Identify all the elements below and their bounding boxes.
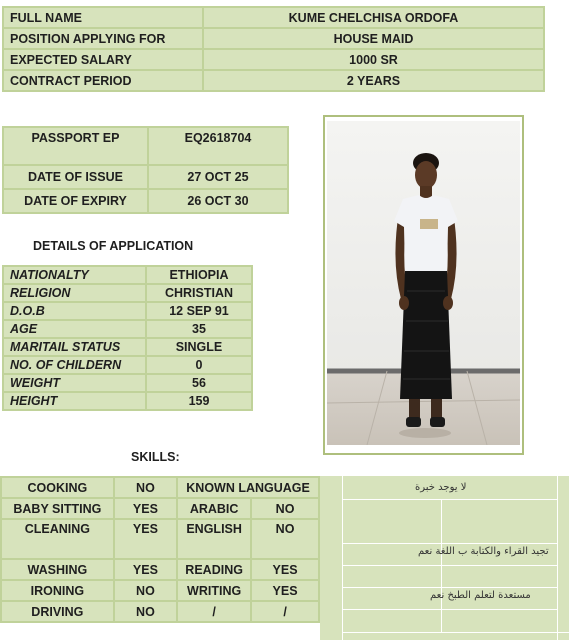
table-row bbox=[3, 49, 544, 70]
table-row bbox=[1, 498, 319, 519]
religion-value: CHRISTIAN bbox=[146, 284, 252, 302]
details-heading: DETAILS OF APPLICATION bbox=[33, 239, 194, 253]
table-row bbox=[1, 477, 319, 498]
religion-label: RELIGION bbox=[3, 284, 146, 302]
divider bbox=[441, 499, 442, 632]
skill-washing-label: WASHING bbox=[1, 559, 114, 580]
table-row bbox=[3, 284, 252, 302]
full-name-value: KUME CHELCHISA ORDOFA bbox=[203, 7, 544, 28]
skill-ironing-label: IRONING bbox=[1, 580, 114, 601]
skill-cleaning-value: YES bbox=[114, 519, 177, 559]
skill-baby-sitting-value: YES bbox=[114, 498, 177, 519]
table-row bbox=[3, 374, 252, 392]
arabic-experience-note: لا يوجد خبرة bbox=[415, 482, 467, 493]
table-row bbox=[3, 165, 288, 189]
skill-washing-value: YES bbox=[114, 559, 177, 580]
details-table bbox=[2, 265, 253, 411]
height-value: 159 bbox=[146, 392, 252, 410]
skill-cleaning-label: CLEANING bbox=[1, 519, 114, 559]
language-reading-label: READING bbox=[177, 559, 251, 580]
divider bbox=[342, 632, 569, 633]
applicant-summary-table bbox=[2, 6, 545, 92]
table-row bbox=[3, 70, 544, 91]
language-extra-label: / bbox=[177, 601, 251, 622]
children-label: NO. OF CHILDERN bbox=[3, 356, 146, 374]
position-label: POSITION APPLYING FOR bbox=[3, 28, 203, 49]
skill-cooking-label: COOKING bbox=[1, 477, 114, 498]
language-extra-value: / bbox=[251, 601, 319, 622]
language-arabic-value: NO bbox=[251, 498, 319, 519]
divider bbox=[557, 476, 558, 640]
table-row bbox=[3, 392, 252, 410]
position-value: HOUSE MAID bbox=[203, 28, 544, 49]
salary-label: EXPECTED SALARY bbox=[3, 49, 203, 70]
language-arabic-label: ARABIC bbox=[177, 498, 251, 519]
weight-label: WEIGHT bbox=[3, 374, 146, 392]
contract-period-label: CONTRACT PERIOD bbox=[3, 70, 203, 91]
language-english-label: ENGLISH bbox=[177, 519, 251, 559]
arabic-notes-panel bbox=[320, 476, 569, 640]
skills-table bbox=[0, 476, 320, 623]
contract-period-value: 2 YEARS bbox=[203, 70, 544, 91]
expiry-date-label: DATE OF EXPIRY bbox=[3, 189, 148, 213]
language-writing-value: YES bbox=[251, 580, 319, 601]
dob-label: D.O.B bbox=[3, 302, 146, 320]
divider bbox=[342, 565, 558, 566]
height-label: HEIGHT bbox=[3, 392, 146, 410]
table-row bbox=[3, 127, 288, 165]
table-row bbox=[3, 28, 544, 49]
divider bbox=[342, 499, 558, 500]
nationality-value: ETHIOPIA bbox=[146, 266, 252, 284]
children-value: 0 bbox=[146, 356, 252, 374]
skill-ironing-value: NO bbox=[114, 580, 177, 601]
divider bbox=[342, 609, 558, 610]
marital-status-value: SINGLE bbox=[146, 338, 252, 356]
table-row bbox=[3, 320, 252, 338]
marital-status-label: MARITAIL STATUS bbox=[3, 338, 146, 356]
table-row bbox=[1, 580, 319, 601]
arabic-reading-writing-note: تجيد القراء والكتابة ب اللغة نعم bbox=[418, 546, 549, 557]
table-row bbox=[3, 338, 252, 356]
passport-number-label: PASSPORT EP bbox=[3, 127, 148, 165]
salary-value: 1000 SR bbox=[203, 49, 544, 70]
issue-date-label: DATE OF ISSUE bbox=[3, 165, 148, 189]
passport-number-value: EQ2618704 bbox=[148, 127, 288, 165]
table-row bbox=[3, 302, 252, 320]
table-row bbox=[1, 559, 319, 580]
full-name-label: FULL NAME bbox=[3, 7, 203, 28]
dob-value: 12 SEP 91 bbox=[146, 302, 252, 320]
language-english-value: NO bbox=[251, 519, 319, 559]
skill-driving-label: DRIVING bbox=[1, 601, 114, 622]
nationality-label: NATIONALTY bbox=[3, 266, 146, 284]
language-reading-value: YES bbox=[251, 559, 319, 580]
applicant-photo-frame bbox=[323, 115, 524, 455]
issue-date-value: 27 OCT 25 bbox=[148, 165, 288, 189]
divider bbox=[342, 476, 343, 640]
table-row bbox=[3, 7, 544, 28]
skill-cooking-value: NO bbox=[114, 477, 177, 498]
divider bbox=[342, 587, 558, 588]
age-label: AGE bbox=[3, 320, 146, 338]
table-row bbox=[3, 266, 252, 284]
weight-value: 56 bbox=[146, 374, 252, 392]
table-row bbox=[3, 189, 288, 213]
known-language-header: KNOWN LANGUAGE bbox=[177, 477, 319, 498]
table-row bbox=[3, 356, 252, 374]
table-row bbox=[1, 601, 319, 622]
arabic-cooking-note: مستعدة لتعلم الطبخ نعم bbox=[430, 590, 531, 601]
table-row bbox=[1, 519, 319, 559]
passport-table bbox=[2, 126, 289, 214]
expiry-date-value: 26 OCT 30 bbox=[148, 189, 288, 213]
skills-heading: SKILLS: bbox=[131, 450, 180, 464]
applicant-photo-illustration bbox=[327, 121, 520, 445]
language-writing-label: WRITING bbox=[177, 580, 251, 601]
divider bbox=[342, 543, 558, 544]
age-value: 35 bbox=[146, 320, 252, 338]
skill-driving-value: NO bbox=[114, 601, 177, 622]
skill-baby-sitting-label: BABY SITTING bbox=[1, 498, 114, 519]
applicant-photo bbox=[327, 121, 520, 445]
